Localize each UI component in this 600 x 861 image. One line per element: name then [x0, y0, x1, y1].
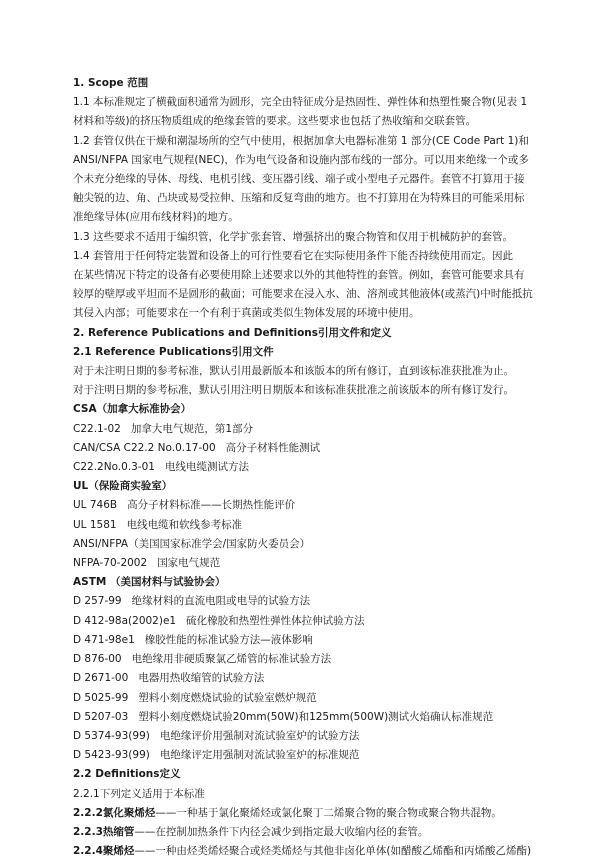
ref-desc: 塑料小刻度燃烧试验的试验室燃炉规范 — [138, 691, 317, 704]
text-line: 准绝缘导体(应用布线材料)的地方。 — [73, 211, 239, 224]
reference-item — [73, 612, 543, 631]
ref-desc: 橡胶性能的标准试验方法—液体影响 — [144, 633, 313, 646]
ref-desc: 电绝缘评定用强制对流试验室炉的标准规范 — [159, 749, 360, 762]
paragraph-1-4 — [73, 247, 543, 324]
reference-item — [73, 554, 543, 573]
paragraph-1-1 — [73, 93, 543, 131]
text-line: ANSI/NFPA 国家电气规程(NEC)，作为电气设备和设施内部布线的一部分。可以用来绝缘一个或多 — [73, 153, 529, 166]
text-line: 1.4 套管用于任何特定装置和设备上的可行性要看它在实际使用条件下能否持续使用而定。因此 — [73, 249, 514, 262]
reference-item — [73, 439, 543, 458]
ref-code: D 5207-03 — [73, 710, 129, 723]
definition-text: ——在控制加热条件下内径会减少到指定最大收缩内径的套管。 — [134, 825, 429, 838]
ref-code: UL 1581 — [73, 518, 117, 531]
ref-code: D 471-98e1 — [73, 633, 135, 646]
ref-desc: 电绝缘评价用强制对流试验室炉的试验方法 — [159, 729, 360, 742]
note-undated: 对于未注明日期的参考标准，默认引用最新版本和该版本的所有修订，直到该标准获批准为止。 — [73, 365, 514, 378]
definition-2-2-3 — [73, 823, 543, 842]
definition-2-2-4 — [73, 842, 543, 861]
ref-desc: 国家电气规范 — [157, 557, 221, 570]
section-heading-references: 2. Reference Publications and Definitions引用文件和定义 — [73, 326, 392, 339]
ref-desc: 硫化橡胶和热塑性弹性体拉伸试验方法 — [186, 614, 365, 627]
ref-code: D 2671-00 — [73, 672, 129, 685]
reference-item — [73, 516, 543, 535]
definition-text: ——一种基于氯化聚烯烃或氯化聚丁二烯聚合物的聚合物或聚合物共混物。 — [155, 806, 502, 819]
ref-code: CAN/CSA C22.2 No.0.17-00 — [73, 441, 216, 454]
ref-code: ANSI/NFPA — [73, 537, 129, 550]
text-line: 个未充分绝缘的导体、母线、电机引线、变压器引线、端子或小型电子元器件。套管不打算用于接 — [73, 173, 525, 186]
reference-item — [73, 746, 543, 765]
ref-desc: 电器用热收缩管的试验方法 — [138, 672, 265, 685]
ref-code: D 412-98a(2002)e1 — [73, 614, 177, 627]
text-line: 较厚的壁厚或平坦而不是圆形的截面；可能要求在浸入水、油、溶剂或其他液体(或蒸汽)中时能抵抗 — [73, 288, 533, 301]
reference-item — [73, 535, 543, 554]
reference-item — [73, 592, 543, 611]
definition-term: 2.2.4聚烯烃 — [73, 845, 135, 858]
reference-item — [73, 458, 543, 477]
ref-code: UL 746B — [73, 499, 118, 512]
reference-item — [73, 650, 543, 669]
reference-item — [73, 727, 543, 746]
ref-desc: 电绝缘用非硬质聚氯乙烯管的标准试验方法 — [131, 653, 332, 666]
ref-code: C22.1-02 — [73, 422, 121, 435]
definition-2-2-2 — [73, 804, 543, 823]
reference-item — [73, 708, 543, 727]
ref-desc: 绝缘材料的直流电阻或电导的试验方法 — [131, 595, 311, 608]
ref-desc: 高分子材料标准——长期热性能评价 — [127, 499, 296, 512]
ref-code: D 5025-99 — [73, 691, 129, 704]
ref-desc: 塑料小刻度燃烧试验20mm(50W)和125mm(500W)测试火焰确认标准规范 — [138, 710, 494, 723]
ref-desc: 电线电缆测试方法 — [165, 461, 250, 474]
definition-text: ——一种由烃类烯烃聚合或烃类烯烃与其他非卤化单体(如醋酸乙烯酯和丙烯酸乙烯酯) — [134, 845, 532, 858]
reference-item — [73, 669, 543, 688]
ref-desc: 加拿大电气规范，第1部分 — [130, 422, 254, 435]
subsection-heading-references: 2.1 Reference Publications引用文件 — [73, 345, 274, 358]
text-line: 在某些情况下特定的设备有必要使用除上述要求以外的其他特性的套管。例如，套管可能要求具有 — [73, 269, 525, 282]
ref-desc: 高分子材料性能测试 — [225, 441, 321, 454]
reference-item — [73, 631, 543, 650]
ref-code: D 876-00 — [73, 653, 122, 666]
definition-term: 2.2.2氯化聚烯烃 — [73, 806, 156, 819]
text-line: 触尖锐的边、角、凸块或易受拉伸、压缩和反复弯曲的地方。也不打算用在为特殊目的可能采用标 — [73, 192, 525, 205]
reference-item — [73, 420, 543, 439]
document-page — [73, 74, 543, 861]
definition-term: 2.2.3热缩管 — [73, 825, 135, 838]
definition-2-2-1: 2.2.1下列定义适用于本标准 — [73, 787, 205, 800]
reference-item — [73, 689, 543, 708]
text-line: 1.3 这些要求不适用于编织管，化学扩张套管、增强挤出的聚合物管和仅用于机械防护的套管。 — [73, 230, 514, 243]
csa-heading: CSA（加拿大标准协会） — [73, 403, 192, 416]
paragraph-1-2 — [73, 132, 543, 228]
text-line: 1.2 套管仅供在干燥和潮湿场所的空气中使用，根据加拿大电器标准第 1 部分(CE Code Part 1)和 — [73, 134, 529, 147]
paragraph-1-3 — [73, 228, 543, 247]
text-line: 材料和等级)的挤压物质组成的绝缘套管的要求。这些要求也包括了热收缩和交联套管。 — [73, 115, 477, 128]
ref-code: D 257-99 — [73, 595, 122, 608]
ref-code: C22.2No.0.3-01 — [73, 461, 155, 474]
ul-heading: UL（保险商实验室） — [73, 480, 173, 493]
reference-item — [73, 496, 543, 515]
ref-code: D 5423-93(99) — [73, 749, 150, 762]
ref-desc: （美国国家标准学会/国家防火委员会） — [128, 537, 311, 550]
astm-heading: ASTM （美国材料与试验协会） — [73, 576, 226, 589]
ref-desc: 电线电缆和软线参考标准 — [126, 518, 243, 531]
ref-code: NFPA-70-2002 — [73, 557, 148, 570]
text-line: 其侵入内部；可能要求在一个有利于真菌或类似生物体发展的环境中使用。 — [73, 307, 420, 320]
text-line: 1.1 本标准规定了横截面积通常为圆形，完全由特征成分是热固性、弹性体和热塑性聚合物(见表 1 — [73, 96, 528, 109]
ref-code: D 5374-93(99) — [73, 729, 150, 742]
note-dated: 对于注明日期的参考标准，默认引用注明日期版本和该标准获批准之前该版本的所有修订发行。 — [73, 384, 514, 397]
definitions-heading: 2.2 Definitions定义 — [73, 768, 181, 781]
section-heading-scope: 1. Scope 范围 — [73, 77, 149, 89]
